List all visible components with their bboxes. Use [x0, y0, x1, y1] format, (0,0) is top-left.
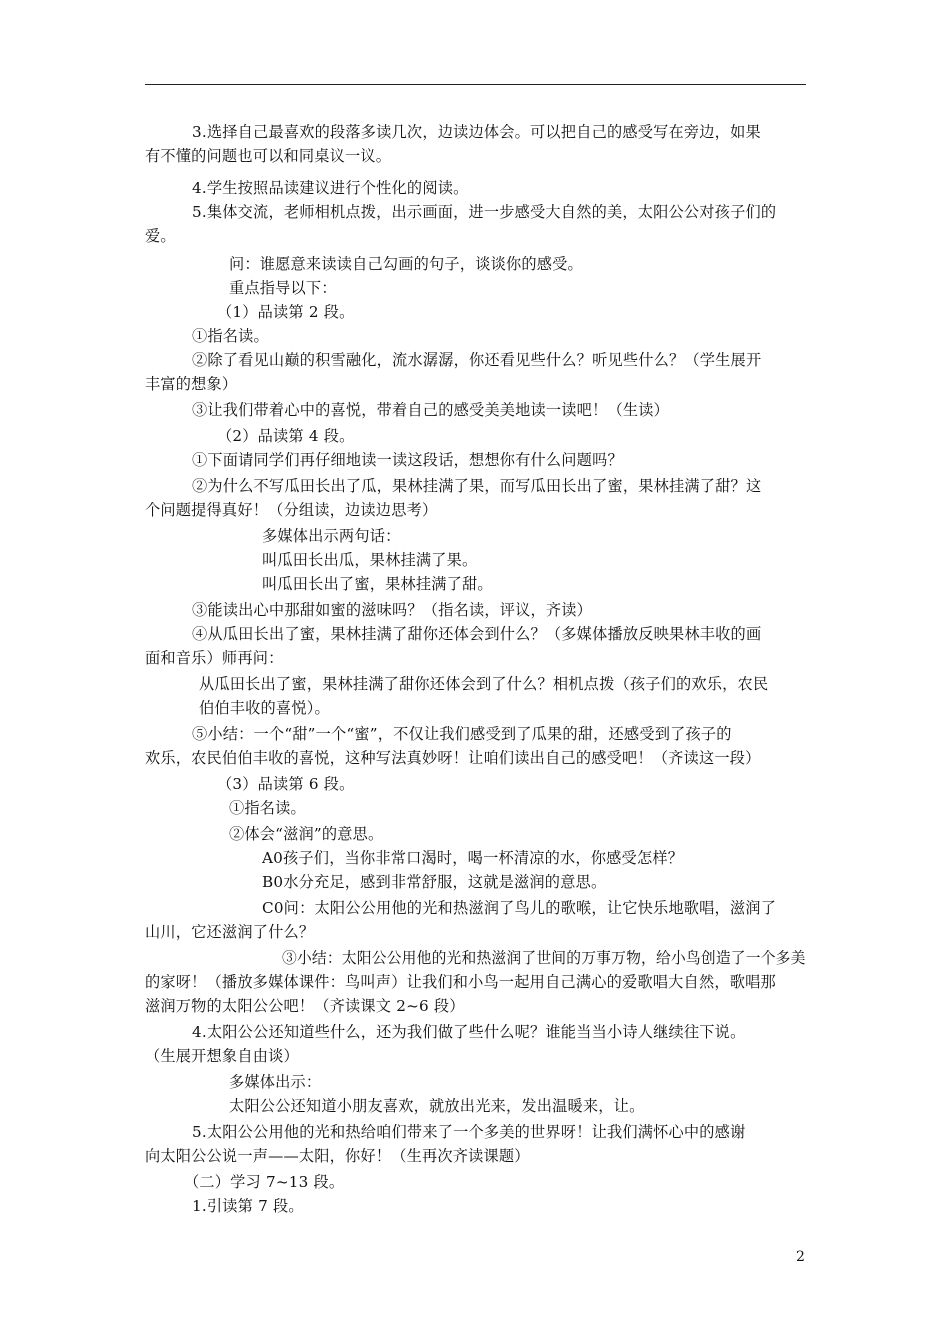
text-line: 4.学生按照品读建议进行个性化的阅读。 — [192, 179, 469, 197]
text-line: ②为什么不写瓜田长出了瓜，果林挂满了果，而写瓜田长出了蜜，果林挂满了甜？这 — [192, 477, 762, 495]
text-line: ②体会“滋润”的意思。 — [229, 825, 384, 843]
text-line: （二）学习 7~13 段。 — [184, 1173, 345, 1191]
text-line: 爱。 — [145, 227, 176, 245]
text-line: ⑤小结：一个“甜”一个“蜜”，不仅让我们感受到了瓜果的甜，还感受到了孩子的 — [192, 725, 732, 743]
text-line: 丰富的想象） — [145, 375, 238, 393]
text-line: （生展开想象自由谈） — [145, 1047, 299, 1065]
text-line: 多媒体出示两句话： — [262, 527, 401, 545]
text-line: 3.选择自己最喜欢的段落多读几次，边读边体会。可以把自己的感受写在旁边，如果 — [192, 123, 761, 141]
text-line: A0孩子们，当你非常口渴时，喝一杯清凉的水，你感受怎样？ — [262, 849, 684, 867]
text-line: 5.集体交流，老师相机点拨，出示画面，进一步感受大自然的美，太阳公公对孩子们的 — [192, 203, 777, 221]
text-line: 重点指导以下： — [229, 279, 337, 297]
text-line: ①指名读。 — [229, 799, 306, 817]
text-line: 面和音乐）师再问： — [145, 649, 284, 667]
text-line: 伯伯丰收的喜悦）。 — [199, 699, 330, 717]
text-line: 山川，它还滋润了什么？ — [145, 923, 315, 941]
text-line: 向太阳公公说一声——太阳，你好！（生再次齐读课题） — [145, 1147, 530, 1165]
text-line: ①指名读。 — [192, 327, 269, 345]
text-line: 1.引读第 7 段。 — [192, 1197, 304, 1215]
text-line: 滋润万物的太阳公公吧！（齐读课文 2~6 段） — [145, 997, 465, 1015]
text-line: ④从瓜田长出了蜜，果林挂满了甜你还体会到什么？（多媒体播放反映果林丰收的画 — [192, 625, 762, 643]
text-line: 叫瓜田长出了蜜，果林挂满了甜。 — [262, 575, 493, 593]
text-line: （3）品读第 6 段。 — [217, 775, 355, 793]
text-line: ②除了看见山巅的积雪融化，流水潺潺，你还看见些什么？听见些什么？（学生展开 — [192, 351, 762, 369]
text-line: 问：谁愿意来读读自己勾画的句子，谈谈你的感受。 — [229, 255, 583, 273]
text-line: 4.太阳公公还知道些什么，还为我们做了些什么呢？谁能当当小诗人继续往下说。 — [192, 1023, 746, 1041]
header-rule — [145, 84, 806, 85]
text-line: 有不懂的问题也可以和同桌议一议。 — [145, 147, 392, 165]
text-line: 太阳公公还知道小朋友喜欢，就放出光来，发出温暖来，让。 — [229, 1097, 645, 1115]
text-line: （2）品读第 4 段。 — [217, 427, 355, 445]
page-number: 2 — [796, 1249, 805, 1265]
text-line: B0水分充足，感到非常舒服，这就是滋润的意思。 — [262, 873, 607, 891]
text-line: 个问题提得真好！（分组读，边读边思考） — [145, 501, 438, 519]
text-line: ①下面请同学们再仔细地读一读这段话，想想你有什么问题吗？ — [192, 451, 623, 469]
text-line: 多媒体出示： — [229, 1073, 322, 1091]
text-line: C0问：太阳公公用他的光和热滋润了鸟儿的歌喉，让它快乐地歌唱，滋润了 — [262, 899, 777, 917]
text-line: 欢乐，农民伯伯丰收的喜悦，这种写法真妙呀！让咱们读出自己的感受吧！（齐读这一段） — [145, 749, 761, 767]
text-line: ③小结：太阳公公用他的光和热滋润了世间的万事万物，给小鸟创造了一个多美 — [282, 949, 806, 967]
text-line: 从瓜田长出了蜜，果林挂满了甜你还体会到了什么？相机点拨（孩子们的欢乐，农民 — [199, 675, 769, 693]
text-line: 5.太阳公公用他的光和热给咱们带来了一个多美的世界呀！让我们满怀心中的感谢 — [192, 1123, 746, 1141]
text-line: ③让我们带着心中的喜悦，带着自己的感受美美地读一读吧！（生读） — [192, 401, 670, 419]
text-line: 叫瓜田长出瓜，果林挂满了果。 — [262, 551, 478, 569]
text-line: （1）品读第 2 段。 — [217, 303, 355, 321]
text-line: 的家呀！（播放多媒体课件：鸟叫声）让我们和小鸟一起用自己满心的爱歌唱大自然，歌唱那 — [145, 973, 776, 991]
text-line: ③能读出心中那甜如蜜的滋味吗？（指名读，评议，齐读） — [192, 601, 593, 619]
